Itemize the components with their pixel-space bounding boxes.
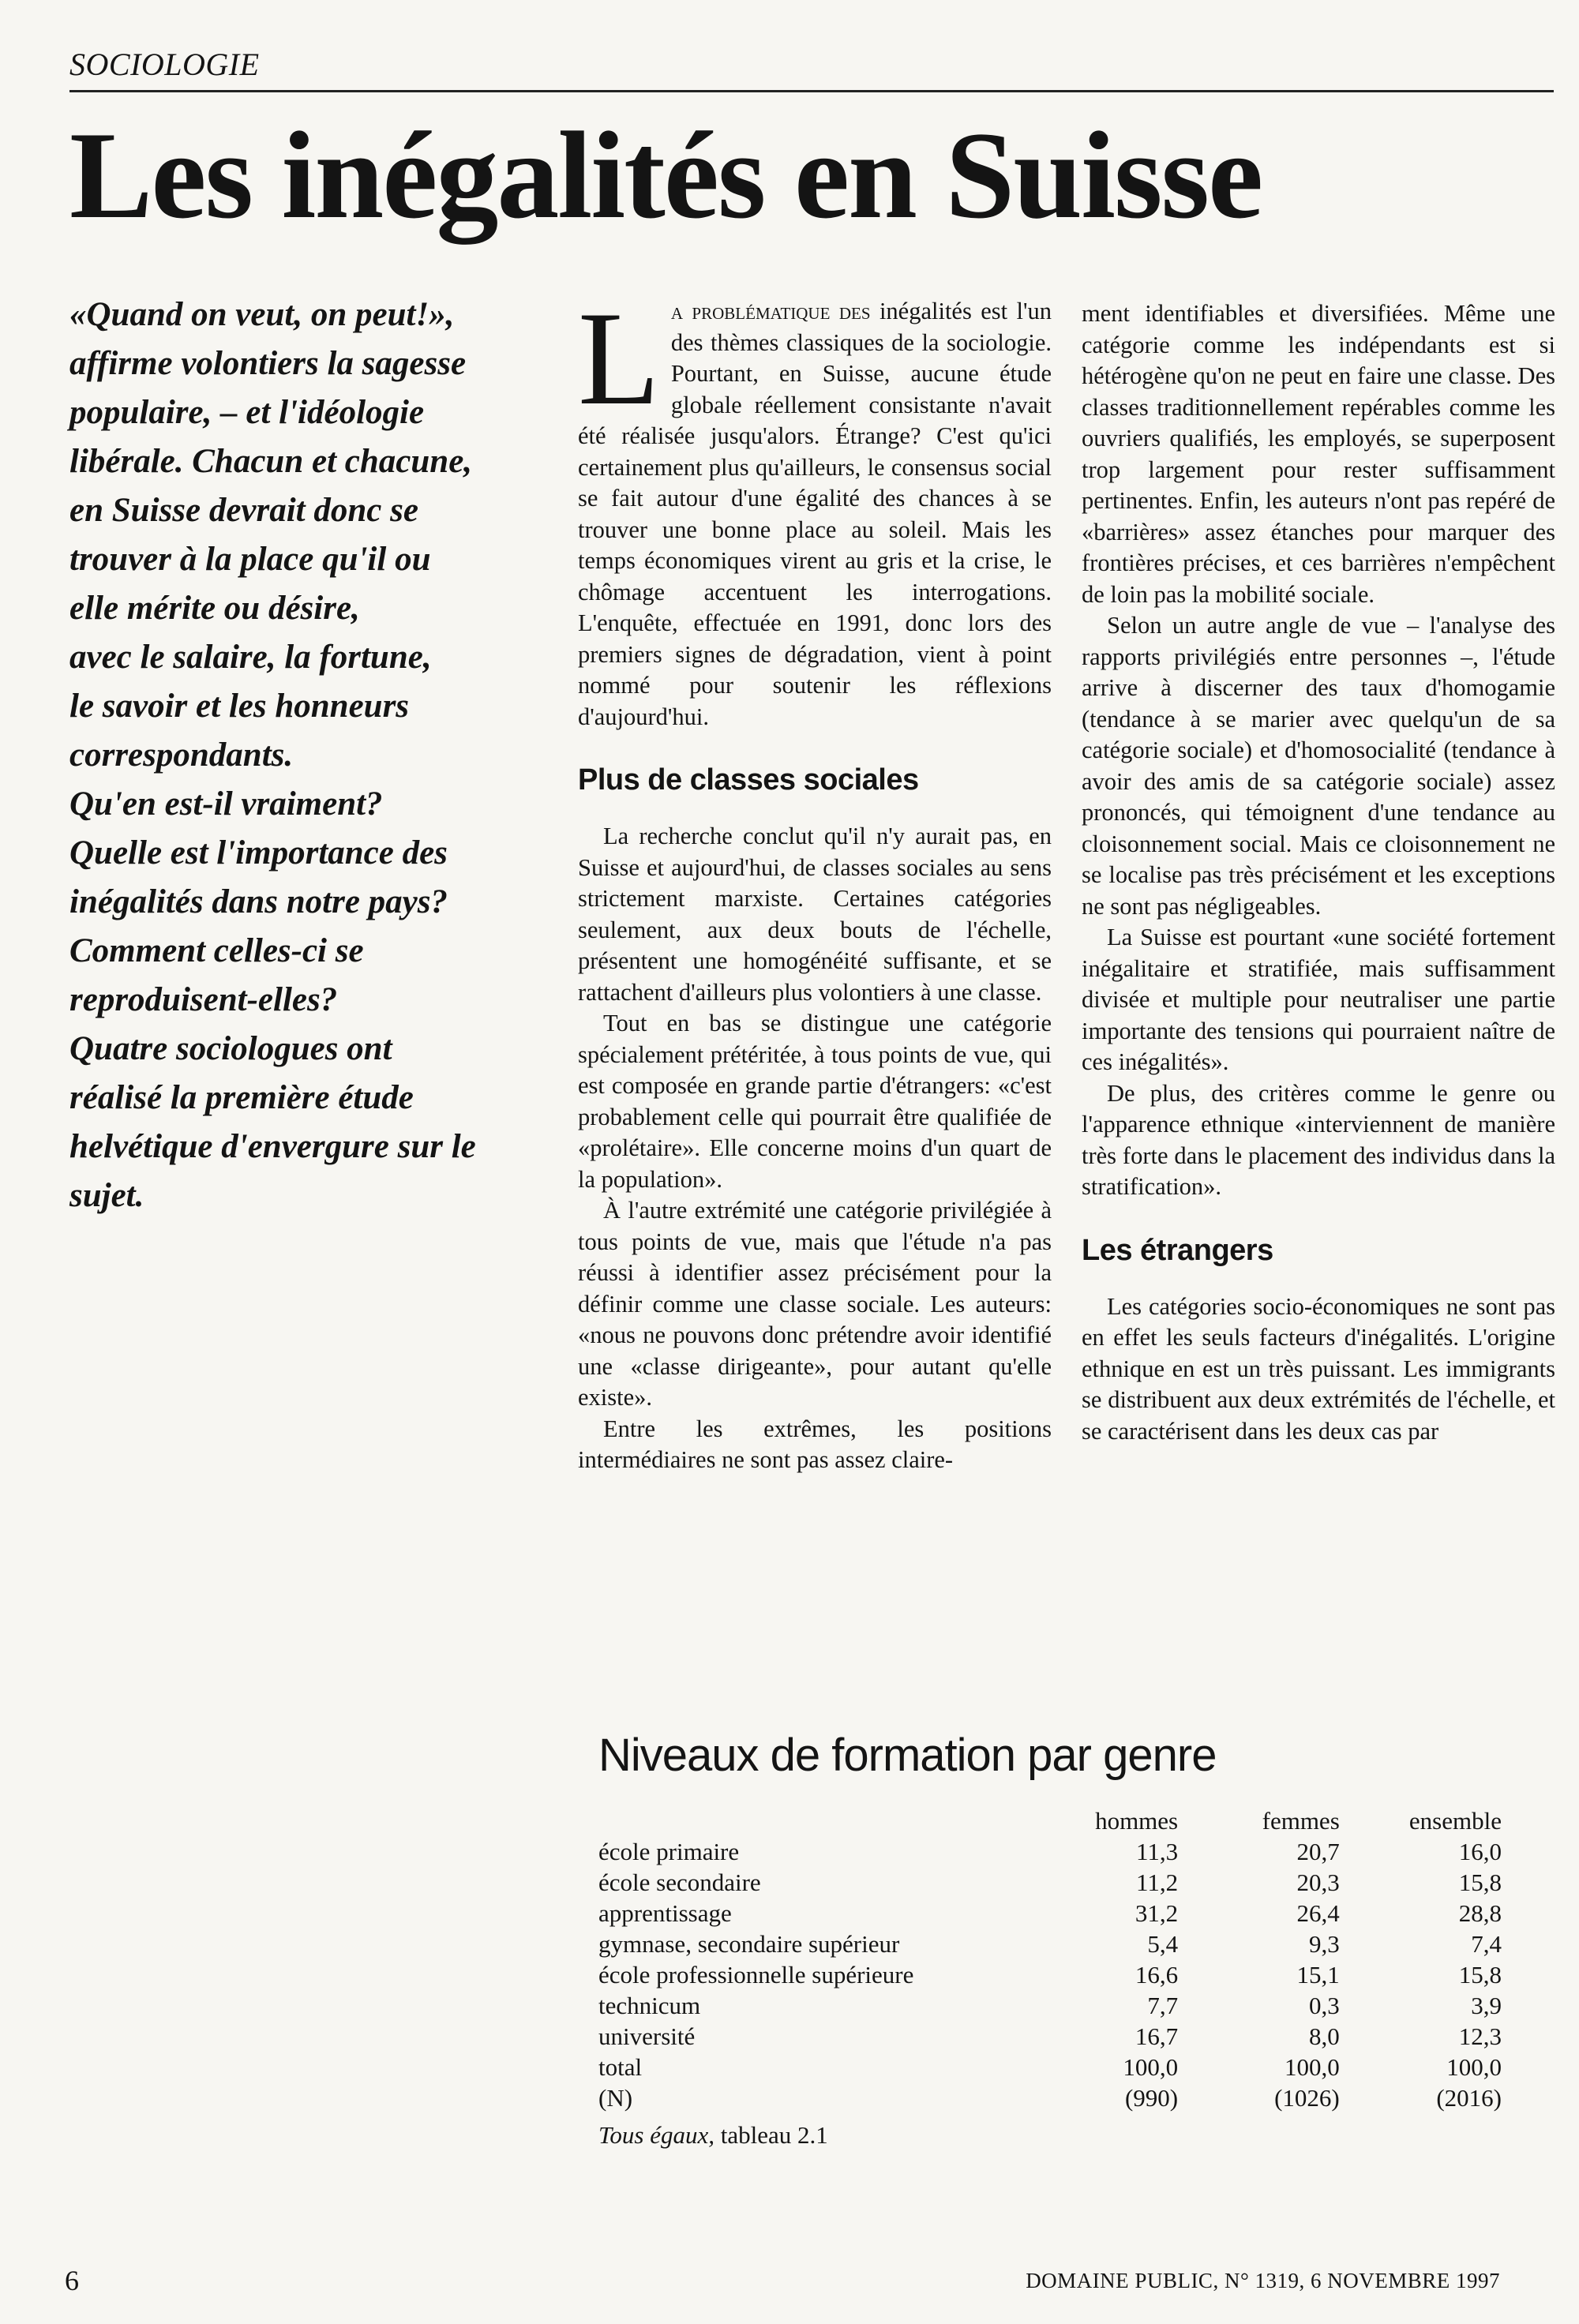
paragraph-text: inégalités est l'un des thèmes classiques de la sociologie. Pourtant, en Suisse, aucune étude globale réellement consistante n'avait été réalisée jusqu'alors. Étrange? C'est qu'ici certainement plus qu'ailleurs, le consensus social se fait autour d'une égalité des chances à se trouver une bonne place au soleil. Mais les temps économiques virent au gris et la crise, le chômage accentuent les interrogations. L'enquête, effectuée en 1991, donc lors des premiers signes de dégradation, vient à point nommé pour soutenir les réflexions d'aujourd'hui. xyxy=(578,298,1052,730)
source-ref: tableau 2.1 xyxy=(714,2121,828,2149)
subheading-etrangers: Les étrangers xyxy=(1082,1233,1273,1267)
table-cell: 5,4 xyxy=(1147,1930,1179,1958)
row-label: gymnase, secondaire supérieur xyxy=(598,1930,900,1958)
table-cell: 0,3 xyxy=(1309,1992,1340,2019)
article-paragraph: La Suisse est pourtant «une société fortement inégalitaire et stratifiée, mais suffisamment divisée et multiple pour neutraliser une partie importante des tensions qui pourraient naître de ces inégalités». xyxy=(1082,924,1555,1075)
table-row xyxy=(598,1867,1502,1898)
column-header: femmes xyxy=(1262,1807,1340,1835)
intro-line: Qu'en est-il vraiment? xyxy=(69,785,383,823)
table-row xyxy=(598,1959,1502,1990)
table-corner xyxy=(598,1805,1016,1836)
table-cell: (990) xyxy=(1124,2084,1179,2112)
row-label: apprentissage xyxy=(598,1899,732,1927)
table-cell: 12,3 xyxy=(1458,2022,1502,2050)
intro-line: correspondants. xyxy=(69,737,294,774)
source-title: Tous égaux, xyxy=(598,2121,714,2149)
publication-footer: DOMAINE PUBLIC, N° 1319, 6 NOVEMBRE 1997 xyxy=(1026,2269,1500,2292)
intro-lead xyxy=(69,290,559,1220)
intro-line: réalisé la première étude xyxy=(69,1079,414,1116)
table-cell: 11,3 xyxy=(1136,1838,1179,1865)
article-paragraph: Les catégories socio-économiques ne sont pas en effet les seuls facteurs d'inégalités. L'origine ethnique en est un très puissant. Les immigrants se distribuent aux deux extrémités de l'échelle, et se caractérisent dans les deux cas par xyxy=(1082,1292,1555,1445)
table-cell: 7,4 xyxy=(1471,1930,1502,1958)
table-cell: (2016) xyxy=(1436,2084,1502,2112)
article-column-2 xyxy=(1082,298,1555,1447)
table-cell: 15,8 xyxy=(1458,1961,1502,1989)
row-label: école secondaire xyxy=(598,1869,761,1896)
table-row xyxy=(598,1929,1502,1959)
header-rule xyxy=(69,90,1554,92)
article-column-1 xyxy=(578,284,1052,1476)
table-cell: 100,0 xyxy=(1123,2053,1179,2081)
table-cell: 15,8 xyxy=(1458,1869,1502,1896)
table-cell: 31,2 xyxy=(1135,1899,1179,1927)
article-paragraph: ment identifiables et diversifiées. Même une catégorie comme les indépendants est si hétérogène qu'on ne peut en faire une classe. Des classes traditionnellement repérables comme les ouvriers qualifiés, les employés, se superposent trop largement pour rester suffisamment pertinentes. Enfin, les auteurs n'ont pas repéré de «barrières» assez étanches pour marquer des frontières précises, et ces barrières n'empêchent de loin pas la mobilité sociale. xyxy=(1082,300,1555,608)
article-paragraph: Tout en bas se distingue une catégorie spécialement prétéritée, à tous points de vue, qui est composée en grande partie d'étrangers: «c'est probablement celle qui pourrait être qualifiée de «prolétaire». Elle concerne moins d'un quart de la population». xyxy=(578,1010,1052,1193)
intro-line: libérale. Chacun et chacune, xyxy=(69,443,473,480)
article-paragraph: À l'autre extrémité une catégorie privilégiée à tous points de vue, mais que l'étude n'a pas réussi à identifier assez précisément pour la définir comme une classe sociale. Les auteurs: «nous ne pouvons donc prétendre avoir identifié une «classe dirigeante», pour autant qu'elle existe». xyxy=(578,1197,1052,1411)
drop-cap: L xyxy=(578,284,660,433)
table-row xyxy=(598,2052,1502,2082)
intro-line: le savoir et les honneurs xyxy=(69,688,410,725)
table-cell: 20,7 xyxy=(1296,1838,1340,1865)
intro-line: avec le salaire, la fortune, xyxy=(69,639,432,676)
table-cell: 7,7 xyxy=(1147,1992,1179,2019)
row-label: université xyxy=(598,2022,696,2050)
table-cell: 16,6 xyxy=(1135,1961,1179,1989)
subheading-classes: Plus de classes sociales xyxy=(578,763,919,797)
intro-line: Quelle est l'importance des xyxy=(69,834,448,872)
education-table xyxy=(598,1805,1502,2113)
table-cell: 15,1 xyxy=(1296,1961,1340,1989)
page-number: 6 xyxy=(65,2265,79,2296)
table-cell: 8,0 xyxy=(1309,2022,1340,2050)
table-title: Niveaux de formation par genre xyxy=(598,1730,1217,1781)
education-table-block xyxy=(562,1729,1502,2150)
table-cell: 16,7 xyxy=(1135,2022,1179,2050)
intro-line: reproduisent-elles? xyxy=(69,981,338,1018)
row-label: technicum xyxy=(598,1992,701,2019)
article-headline: Les inégalités en Suisse xyxy=(69,107,1262,245)
article-paragraph: Entre les extrêmes, les positions intermédiaires ne sont pas assez claire- xyxy=(578,1415,1052,1473)
table-row xyxy=(598,2082,1502,2113)
intro-line: trouver à la place qu'il ou xyxy=(69,541,431,578)
table-header-row xyxy=(598,1805,1502,1836)
table-cell: 3,9 xyxy=(1471,1992,1502,2019)
table-row xyxy=(598,1898,1502,1929)
intro-line: inégalités dans notre pays? xyxy=(69,883,448,920)
intro-line: sujet. xyxy=(69,1177,144,1214)
table-row xyxy=(598,1836,1502,1867)
section-rubric: SOCIOLOGIE xyxy=(69,47,260,82)
row-label: total xyxy=(598,2053,643,2081)
row-label: école professionnelle supérieure xyxy=(598,1961,914,1989)
intro-line: helvétique d'envergure sur le xyxy=(69,1128,476,1165)
table-cell: 20,3 xyxy=(1296,1869,1340,1896)
table-cell: 100,0 xyxy=(1285,2053,1340,2081)
article-paragraph: Selon un autre angle de vue – l'analyse des rapports privilégiés entre personnes –, l'étude arrive à discerner des taux d'homogamie (tendance à se marier avec quelqu'un de sa catégorie sociale) et d'homosocialité (tendance à avoir des amis de sa catégorie sociale) assez prononcés, qui témoignent d'une tendance au cloisonnement social. Mais ce cloisonnement ne se localise pas très précisément et les exceptions ne sont pas négligeables. xyxy=(1082,612,1555,920)
intro-line: Quatre sociologues ont xyxy=(69,1030,392,1067)
table-source xyxy=(598,2121,1502,2150)
table-row xyxy=(598,1990,1502,2021)
table-cell: 16,0 xyxy=(1458,1838,1502,1865)
table-cell: 9,3 xyxy=(1309,1930,1340,1958)
article-paragraph: La recherche conclut qu'il n'y aurait pas, en Suisse et aujourd'hui, de classes sociales au sens strictement marxiste. Certaines catégories seulement, aux deux bouts de l'échelle, présentent une homogénéité suffisante, et se rattachent d'ailleurs plus volontiers à une classe. xyxy=(578,823,1052,1006)
table-cell: (1026) xyxy=(1274,2084,1340,2112)
intro-line: «Quand on veut, on peut!», xyxy=(69,296,455,333)
table-cell: 28,8 xyxy=(1458,1899,1502,1927)
lead-smallcaps: a problématique des xyxy=(670,298,871,324)
intro-line: elle mérite ou désire, xyxy=(69,590,360,627)
row-label: école primaire xyxy=(598,1838,740,1865)
intro-line: Comment celles-ci se xyxy=(69,932,364,969)
article-paragraph: De plus, des critères comme le genre ou l'apparence ethnique «interviennent de manière très forte dans le placement des individus dans la stratification». xyxy=(1082,1079,1555,1200)
intro-line: affirme volontiers la sagesse xyxy=(69,345,467,382)
table-cell: 100,0 xyxy=(1446,2053,1502,2081)
intro-line: en Suisse devrait donc se xyxy=(69,492,418,529)
intro-line: populaire, – et l'idéologie xyxy=(69,394,425,431)
article-paragraph xyxy=(578,284,1052,733)
table-cell: 11,2 xyxy=(1136,1869,1179,1896)
column-header: ensemble xyxy=(1408,1807,1502,1835)
row-label: (N) xyxy=(598,2084,633,2112)
table-cell: 26,4 xyxy=(1296,1899,1340,1927)
table-row xyxy=(598,2021,1502,2052)
column-header: hommes xyxy=(1095,1807,1179,1835)
